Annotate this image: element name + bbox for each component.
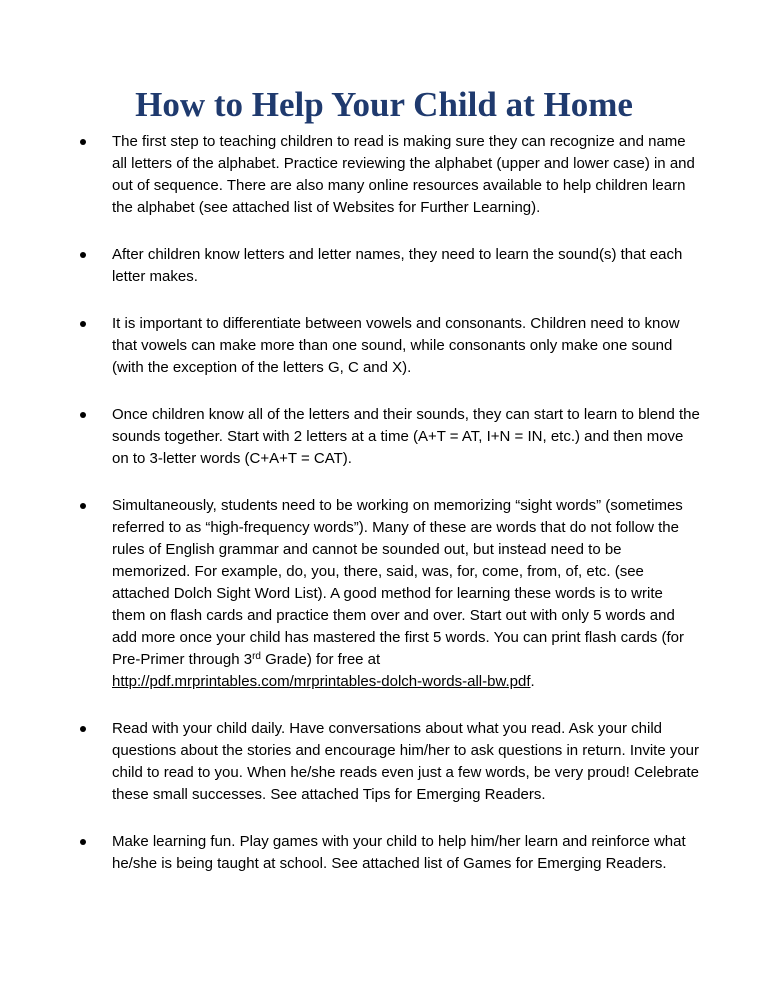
- bullet-icon: [80, 839, 86, 845]
- bullet-item-blending: [80, 404, 700, 470]
- bullet-icon: [80, 726, 86, 732]
- bullet-text: Read with your child daily. Have conversations about what you read. Ask your child questions about the stories and encourage him/her to ask questions in return. Invite your child to read to you. When he/she reads even just a few words, be very proud! Celebrate these small successes. See attached Tips for Emerging Readers.: [112, 720, 700, 803]
- bullet-text: Make learning fun. Play games with your child to help him/her learn and reinforce what he/she is being taught at school. See attached list of Games for Emerging Readers.: [112, 833, 686, 872]
- sentence-period: .: [530, 673, 535, 690]
- bullet-text: It is important to differentiate between vowels and consonants. Children need to know that vowels can make more than one sound, while consonants only make one sound (with the exception of the letters G, C and X).: [112, 315, 680, 376]
- bullet-icon: [80, 321, 86, 327]
- bullet-text: The first step to teaching children to read is making sure they can recognize and name all letters of the alphabet. Practice reviewing the alphabet (upper and lower case) in and out of sequence. There are also many online resources available to help children learn the alphabet (see attached list of Websites for Further Learning).: [112, 133, 695, 216]
- bullet-icon: [80, 503, 86, 509]
- bullet-item-read-daily: [80, 718, 700, 806]
- bullet-item-learning-fun: [80, 831, 700, 875]
- bullet-icon: [80, 252, 86, 258]
- bullet-list: [80, 131, 700, 900]
- page-title: How to Help Your Child at Home: [135, 85, 633, 125]
- bullet-text-after: Grade) for free at: [260, 651, 381, 668]
- bullet-text: After children know letters and letter names, they need to learn the sound(s) that each letter makes.: [112, 246, 683, 285]
- bullet-icon: [80, 139, 86, 145]
- bullet-icon: [80, 412, 86, 418]
- superscript-rd: rd: [252, 651, 261, 662]
- bullet-item-letter-sounds: [80, 244, 700, 288]
- bullet-text: Once children know all of the letters and their sounds, they can start to learn to blend the sounds together. Start with 2 letters at a time (A+T = AT, I+N = IN, etc.) and then move on to 3-letter words (C+A+T = CAT).: [112, 406, 700, 467]
- dolch-flashcards-link[interactable]: http://pdf.mrprintables.com/mrprintables-dolch-words-all-bw.pdf: [112, 673, 531, 690]
- bullet-item-sight-words: [80, 495, 700, 693]
- bullet-text-before: Simultaneously, students need to be working on memorizing “sight words” (sometimes referred to as “high-frequency words”). Many of these are words that do not follow the rules of English grammar and cannot be sounded out, but instead need to be memorized. For example, do, you, there, said, was, for, come, from, of, etc. (see attached Dolch Sight Word List). A good method for learning these words is to write them on flash cards and practice them over and over. Start out with only 5 words and add more once your child has mastered the first 5 words. You can print flash cards (for Pre-Primer through 3: [112, 497, 684, 668]
- bullet-item-vowels-consonants: [80, 313, 700, 379]
- bullet-item-alphabet: [80, 131, 700, 219]
